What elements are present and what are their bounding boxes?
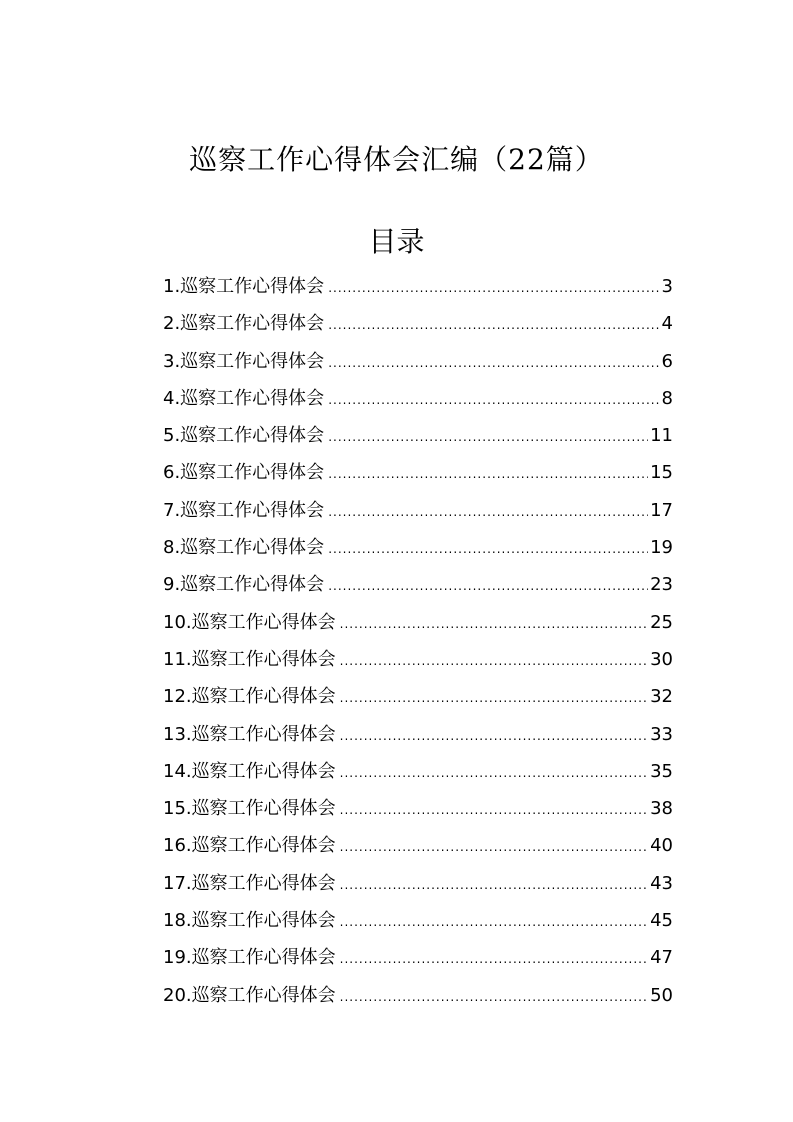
toc-entry-page-number[interactable]: 11 [650,425,673,447]
toc-entry-page-number[interactable]: 17 [650,499,673,521]
toc-entry-page-number[interactable]: 23 [650,574,673,596]
toc-entry[interactable] [163,343,673,380]
toc-entry-page-number[interactable]: 35 [650,760,673,782]
toc-entry-page-number[interactable]: 30 [650,648,673,670]
toc-entry-title[interactable]: 10.巡察工作心得体会 [163,611,336,633]
toc-entry-title[interactable]: 17.巡察工作心得体会 [163,872,336,894]
toc-entry[interactable] [163,454,673,491]
toc-entry-title[interactable]: 6.巡察工作心得体会 [163,462,325,484]
toc-entry-page-number[interactable]: 6 [661,350,673,372]
toc-entry-title[interactable]: 9.巡察工作心得体会 [163,574,325,596]
toc-entry-page-number[interactable]: 50 [650,984,673,1006]
toc-entry[interactable] [163,566,673,603]
toc-entry-title[interactable]: 3.巡察工作心得体会 [163,350,325,372]
toc-dot-leader [340,979,648,1016]
toc-entry-page-number[interactable]: 3 [661,276,673,297]
toc-entry-title[interactable]: 19.巡察工作心得体会 [163,947,336,969]
toc-heading: 目录 [368,225,425,258]
toc-dot-leader [328,494,648,531]
toc-entry-page-number[interactable]: 40 [650,835,673,857]
toc-entry-title[interactable]: 20.巡察工作心得体会 [163,984,336,1006]
toc-entry[interactable] [163,827,673,864]
toc-entry-title[interactable]: 5.巡察工作心得体会 [163,425,325,447]
toc-entry[interactable] [163,902,673,939]
toc-entry-page-number[interactable]: 8 [661,387,673,409]
toc-entry-page-number[interactable]: 47 [650,947,673,969]
toc-entry[interactable] [163,977,673,1014]
toc-dot-leader [340,829,648,866]
toc-entry-page-number[interactable]: 25 [650,611,673,633]
document-title: 巡察工作心得体会汇编（22篇） [189,143,604,176]
toc-dot-leader [340,904,648,941]
toc-entry-title[interactable]: 12.巡察工作心得体会 [163,686,336,708]
toc-dot-leader [340,606,648,643]
toc-entry[interactable] [163,790,673,827]
toc-entry[interactable] [163,268,673,305]
toc-entry[interactable] [163,492,673,529]
toc-entry-page-number[interactable]: 45 [650,910,673,932]
toc-dot-leader [340,867,648,904]
toc-entry[interactable] [163,529,673,566]
toc-entry[interactable] [163,865,673,902]
toc-entry-title[interactable]: 7.巡察工作心得体会 [163,499,325,521]
toc-entry-page-number[interactable]: 32 [650,686,673,708]
toc-dot-leader [328,568,648,605]
toc-dot-leader [328,456,648,493]
toc-entry[interactable] [163,604,673,641]
toc-dot-leader [328,307,659,344]
toc-entry-title[interactable]: 2.巡察工作心得体会 [163,313,325,335]
toc-entry-title[interactable]: 15.巡察工作心得体会 [163,798,336,820]
toc-entry[interactable] [163,417,673,454]
toc-entry-title[interactable]: 16.巡察工作心得体会 [163,835,336,857]
toc-dot-leader [328,270,659,307]
toc-entry-title[interactable]: 14.巡察工作心得体会 [163,760,336,782]
toc-dot-leader [328,382,659,419]
toc-dot-leader [340,643,648,680]
toc-entry-title[interactable]: 1.巡察工作心得体会 [163,276,325,297]
toc-dot-leader [328,419,648,456]
toc-entry-title[interactable]: 4.巡察工作心得体会 [163,387,325,409]
toc-entry-page-number[interactable]: 38 [650,798,673,820]
toc-entry-title[interactable]: 8.巡察工作心得体会 [163,537,325,559]
toc-dot-leader [328,345,659,382]
toc-entry[interactable] [163,380,673,417]
toc-entry[interactable] [163,939,673,976]
toc-entry-title[interactable]: 13.巡察工作心得体会 [163,723,336,745]
toc-entry-title[interactable]: 18.巡察工作心得体会 [163,910,336,932]
toc-entry-title[interactable]: 11.巡察工作心得体会 [163,648,336,670]
toc-entry[interactable] [163,678,673,715]
toc-entry-page-number[interactable]: 33 [650,723,673,745]
toc-entry[interactable] [163,305,673,342]
toc-entry-page-number[interactable]: 4 [661,313,673,335]
toc-dot-leader [340,680,648,717]
toc-entry[interactable] [163,641,673,678]
toc-entry-page-number[interactable]: 15 [650,462,673,484]
toc-entry-page-number[interactable]: 43 [650,872,673,894]
toc-dot-leader [328,531,648,568]
toc-entry-page-number[interactable]: 19 [650,537,673,559]
toc-entry[interactable] [163,753,673,790]
toc-dot-leader [340,941,648,978]
toc-dot-leader [340,718,648,755]
toc-dot-leader [340,792,648,829]
toc-entry[interactable] [163,716,673,753]
table-of-contents [163,268,673,1014]
toc-dot-leader [340,755,648,792]
